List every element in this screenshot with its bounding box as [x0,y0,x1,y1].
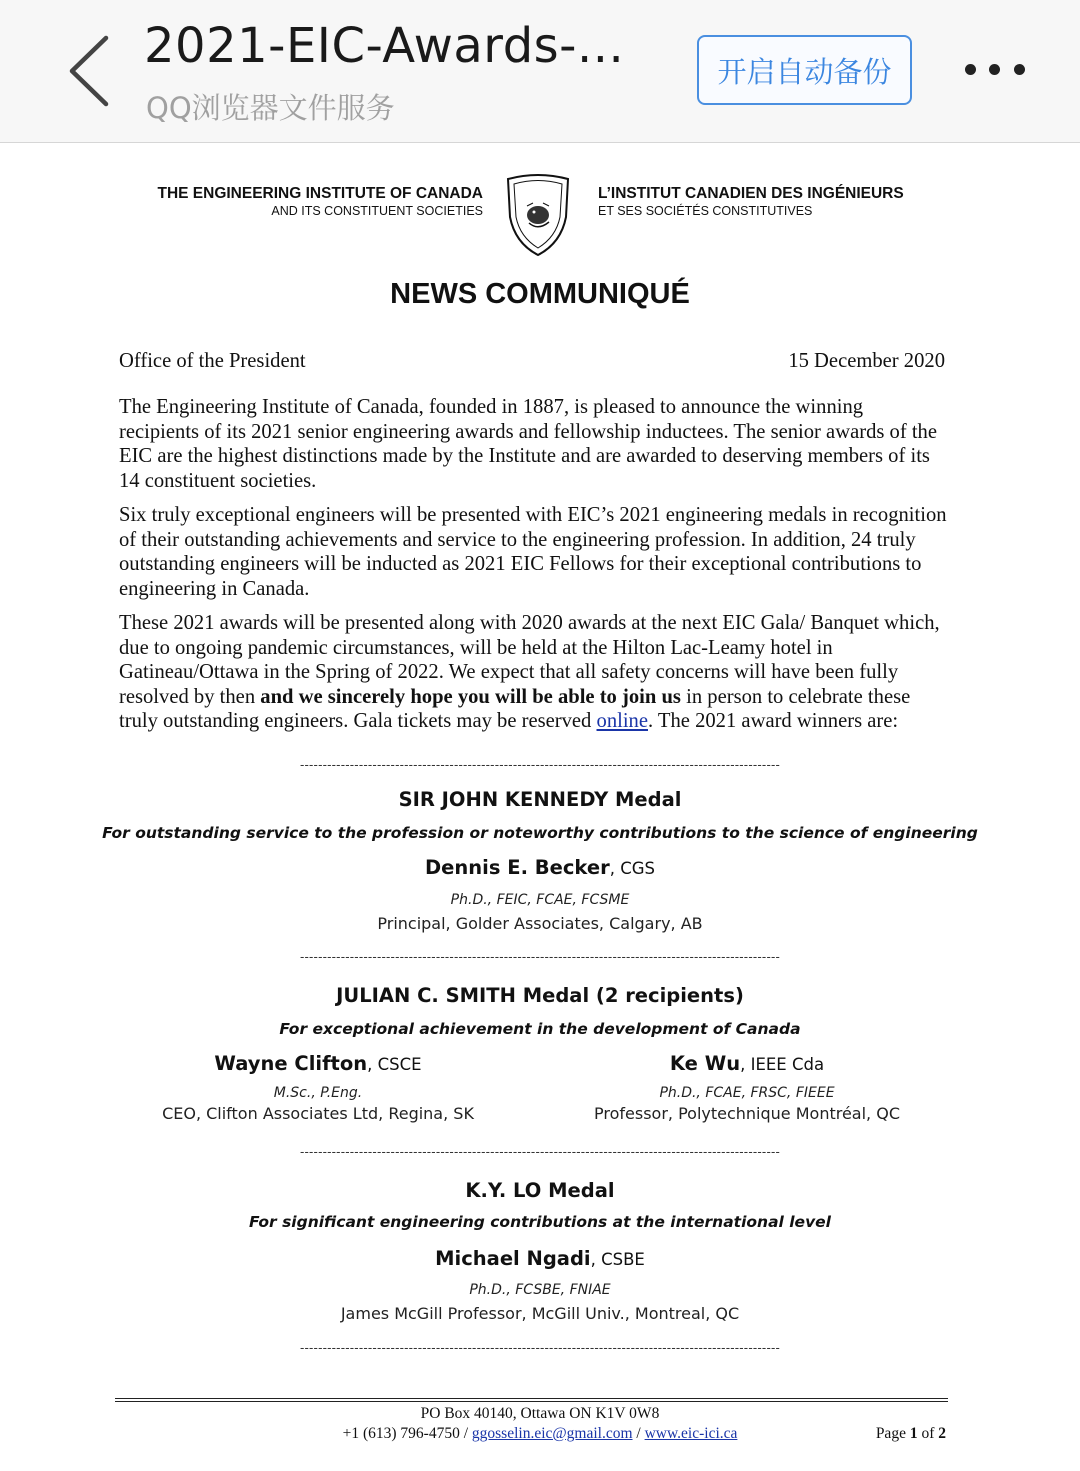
recipient-name: Michael Ngadi [435,1247,591,1270]
lo-affiliation: James McGill Professor, McGill Univ., Montreal, QC [340,1304,740,1323]
recipient-credentials: Ph.D., FCAE, FRSC, FIEEE [659,1085,835,1101]
letterhead-fr-name: L’INSTITUT CANADIEN DES INGÉNIEURS [598,185,904,202]
letterhead-en-sub: AND ITS CONSTITUENT SOCIETIES [271,204,483,218]
kennedy-recipient [0,856,1080,879]
recipient-society: , IEEE Cda [740,1055,825,1074]
recipient-name: Ke Wu [669,1052,741,1075]
more-button[interactable] [955,50,1035,90]
smith-medal-title: JULIAN C. SMITH Medal (2 recipients) [336,984,744,1007]
section-separator: ---------------------------------------------------------------------------------------------------------- [299,1340,781,1355]
section-separator: ---------------------------------------------------------------------------------------------------------- [299,757,781,772]
page-title: NEWS COMMUNIQUÉ [390,278,690,310]
back-button[interactable] [62,32,122,110]
date-line: 15 December 2020 [788,350,945,372]
recipient-affiliation: CEO, Clifton Associates Ltd, Regina, SK [162,1104,474,1123]
recipient-name: Dennis E. Becker [425,856,610,879]
page-indicator: Page 1 of 2 [875,1425,946,1442]
online-link[interactable]: online [596,710,648,732]
more-horizontal-icon [965,64,976,75]
office-line: Office of the President [119,350,306,372]
recipient-credentials: M.Sc., P.Eng. [273,1085,363,1101]
recipient-society: , CGS [609,859,655,878]
letterhead-french [598,185,904,218]
letterhead-fr-sub: ET SES SOCIÉTÉS CONSTITUTIVES [598,204,813,218]
letterhead-en-name: THE ENGINEERING INSTITUTE OF CANADA [157,185,483,202]
recipient-name: Wayne Clifton [214,1052,368,1075]
gala-paragraph: These 2021 awards will be presented along with 2020 awards at the next EIC Gala/ Banquet which, due to ongoing pandemic circumstances, will be held at the Hilton Lac-Leamy hotel in Gatineau/Ottawa in the Spring of 2022. We expect that all safety concerns will have been fully resolved by then and we sincerely hope you will be able to join us in person to celebrate these truly outstanding engineers. Gala tickets may be reserved online. The 2021 award winners are: [119,612,940,732]
footer-address: PO Box 40140, Ottawa ON K1V 0W8 [420,1405,660,1422]
kennedy-medal-description: For outstanding service to the profession or noteworthy contributions to the science of engineering [102,824,978,842]
recipient-society: , CSBE [590,1250,645,1269]
smith-recipient-2 [576,1052,918,1123]
lo-credentials: Ph.D., FCSBE, FNIAE [469,1282,611,1298]
document-page[interactable] [0,143,1080,1471]
join-us-emphasis: and we sincerely hope you will be able to join us [260,685,681,708]
letterhead-english [157,185,483,218]
file-title: 2021-EIC-Awards-... [144,18,625,74]
file-subtitle: QQ浏览器文件服务 [146,91,395,125]
auto-backup-button[interactable]: 开启自动备份 [697,35,912,105]
recipient-society: , CSCE [367,1055,422,1074]
footer-rule [115,1398,948,1402]
recipient-affiliation: Professor, Polytechnique Montréal, QC [594,1104,900,1123]
lo-medal-description: For significant engineering contributions at the international level [249,1213,831,1231]
section-separator: ---------------------------------------------------------------------------------------------------------- [299,1144,781,1159]
intro-paragraph: The Engineering Institute of Canada, founded in 1887, is pleased to announce the winning recipients of its 2021 senior engineering awards and fellowship inductees. The senior awards of the EIC are the highest distinctions made by the Institute and are awarded to deserving members of its 14 constituent societies. [119,396,937,492]
kennedy-medal-title: SIR JOHN KENNEDY Medal [398,788,682,811]
lo-medal-title: K.Y. LO Medal [465,1179,615,1202]
app-bar [0,0,1080,143]
footer-contact: +1 (613) 796-4750 / ggosselin.eic@gmail.com / www.eic-ici.ca [342,1425,738,1442]
website-link[interactable]: www.eic-ici.ca [644,1425,738,1442]
eic-crest-logo [503,173,573,257]
medals-paragraph: Six truly exceptional engineers will be presented with EIC’s 2021 engineering medals in recognition of their outstanding achievements and service to the engineering profession. In addition, 24 truly outstanding engineers will be inducted as 2021 EIC Fellows for their exceptional contributions to engineering in Canada. [119,504,947,600]
chevron-left-icon [62,32,122,110]
smith-recipient-1 [148,1052,488,1123]
email-link[interactable]: ggosselin.eic@gmail.com [471,1425,633,1442]
kennedy-credentials: Ph.D., FEIC, FCAE, FCSME [450,892,630,908]
lo-recipient [0,1247,1080,1270]
smith-medal-description: For exceptional achievement in the development of Canada [279,1020,801,1038]
kennedy-affiliation: Principal, Golder Associates, Calgary, AB [377,914,703,933]
section-separator: ---------------------------------------------------------------------------------------------------------- [299,949,781,964]
